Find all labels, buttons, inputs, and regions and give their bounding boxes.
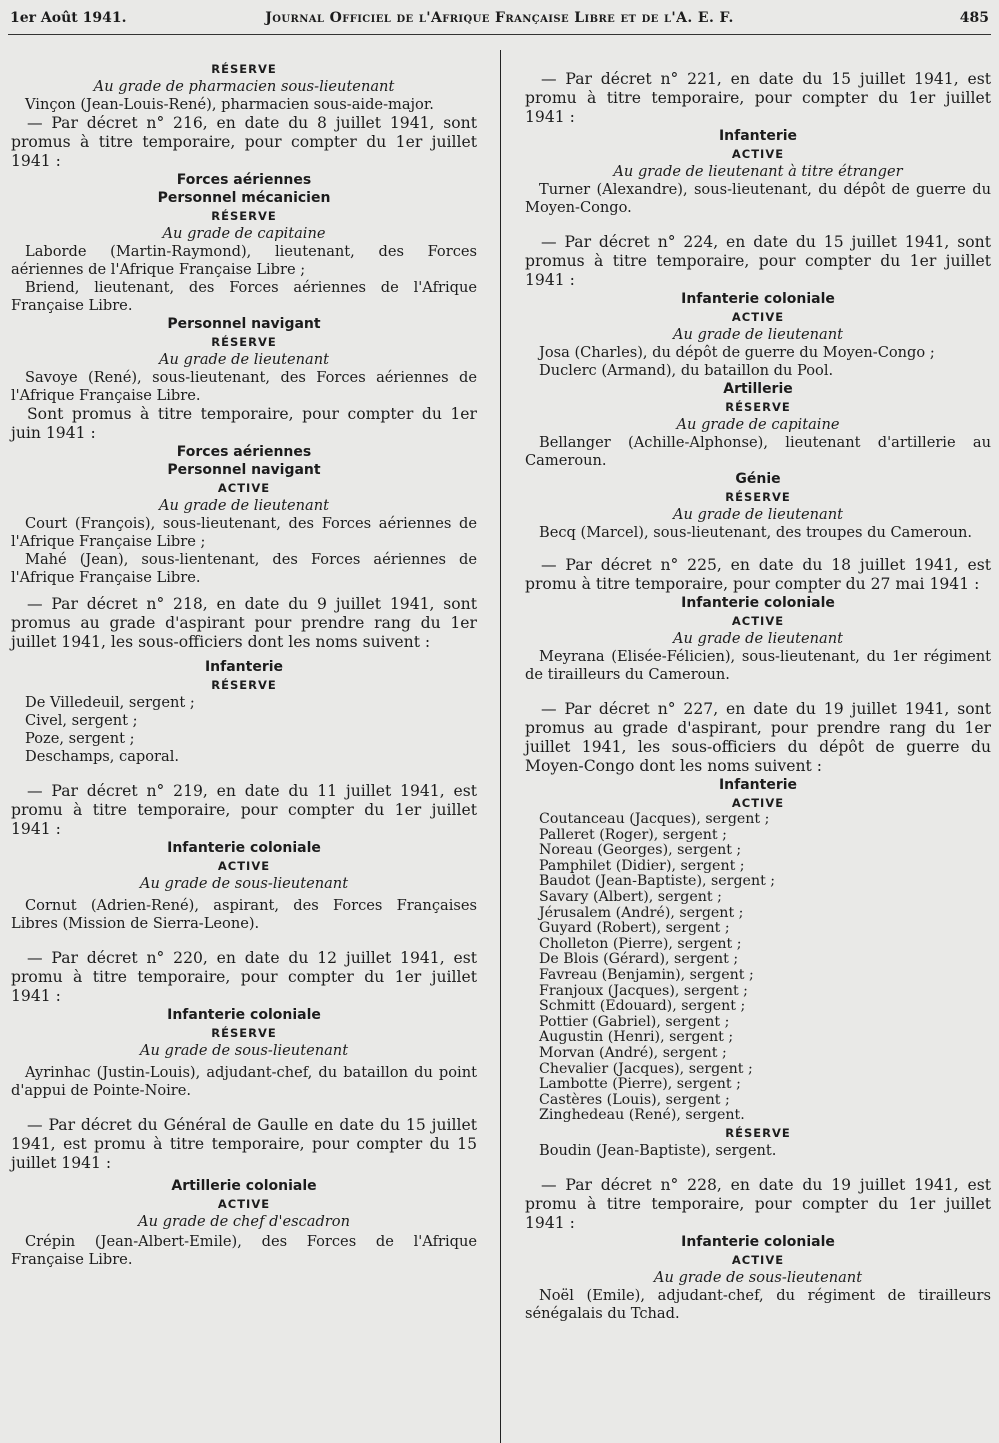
decree-paragraph: — Par décret n° 227, en date du 19 juillet 1941, sont promus au grade d'aspirant, pour prendre rang du 1er juillet 1941, les sous-officiers du dépôt de guerre du Moyen-Congo dont les noms suivent : xyxy=(525,700,991,775)
decree-paragraph: — Par décret n° 216, en date du 8 juillet 1941, sont promus à titre temporaire, pour compter du 1er juillet 1941 : xyxy=(11,114,477,170)
decree-paragraph: — Par décret n° 220, en date du 12 juillet 1941, est promu à titre temporaire, pour compter du 1er juillet 1941 : xyxy=(11,949,477,1005)
list-item: Palleret (Roger), sergent ; xyxy=(539,826,727,843)
arm-heading: Génie xyxy=(735,471,781,487)
grade-heading: Au grade de lieutenant xyxy=(158,351,330,368)
list-item: Cholleton (Pierre), sergent ; xyxy=(539,935,742,952)
list-item: Deschamps, caporal. xyxy=(25,748,180,765)
grade-heading: Au grade de chef d'escadron xyxy=(138,1213,350,1230)
category-heading: ACTIVE xyxy=(217,859,271,873)
promotion-entry: Laborde (Martin-Raymond), lieutenant, des Forces aériennes de l'Afrique Française Libre ; xyxy=(11,243,477,278)
list-item: Savary (Albert), sergent ; xyxy=(539,888,722,905)
category-heading: ACTIVE xyxy=(731,1252,785,1267)
promotion-entry: Becq (Marcel), sous-lieutenant, des troupes du Cameroun. xyxy=(539,524,973,541)
promotion-entry: Ayrinhac (Justin-Louis), adjudant-chef, du bataillon du point d'appui de Pointe-Noire. xyxy=(11,1064,477,1099)
decree-paragraph: — Par décret n° 219, en date du 11 juillet 1941, est promu à titre temporaire, pour compter du 1er juillet 1941 : xyxy=(11,782,477,838)
list-item: Pamphilet (Didier), sergent ; xyxy=(539,857,745,874)
category-heading: RÉSERVE xyxy=(211,1026,277,1040)
list-item: De Blois (Gérard), sergent ; xyxy=(539,951,739,968)
arm-heading: Forces aériennes xyxy=(176,444,312,460)
category-heading: ACTIVE xyxy=(731,147,785,161)
list-item: Augustin (Henri), sergent ; xyxy=(539,1029,734,1046)
arm-heading: Infanterie coloniale xyxy=(681,595,835,611)
category-heading: RÉSERVE xyxy=(211,62,277,76)
arm-heading: Forces aériennes xyxy=(176,172,312,188)
personnel-heading: Personnel mécanicien xyxy=(157,190,331,206)
decree-paragraph: — Par décret n° 225, en date du 18 juillet 1941, est promu à titre temporaire, pour compter du 27 mai 1941 : xyxy=(525,556,991,593)
arm-heading: Infanterie coloniale xyxy=(167,840,321,856)
promotion-entry: Crépin (Jean-Albert-Emile), des Forces de l'Afrique Française Libre. xyxy=(11,1233,477,1268)
list-item: Zinghedeau (René), sergent. xyxy=(539,1107,745,1124)
promotion-entry: Savoye (René), sous-lieutenant, des Forces aériennes de l'Afrique Française Libre. xyxy=(11,369,477,404)
category-heading: RÉSERVE xyxy=(725,1125,791,1140)
arm-heading: Infanterie coloniale xyxy=(167,1007,321,1023)
promotion-entry: Meyrana (Elisée-Félicien), sous-lieutenant, du 1er régiment de tirailleurs du Cameroun. xyxy=(525,648,991,683)
list-item: Schmitt (Edouard), sergent ; xyxy=(539,998,746,1015)
page-header xyxy=(10,10,989,30)
promotion-entry: Duclerc (Armand), du bataillon du Pool. xyxy=(539,362,834,379)
grade-heading: Au grade de lieutenant à titre étranger xyxy=(613,163,903,180)
grade-heading: Au grade de lieutenant xyxy=(672,326,844,343)
arm-heading: Infanterie xyxy=(718,128,798,144)
list-item: Civel, sergent ; xyxy=(25,712,138,729)
list-item: Noreau (Georges), sergent ; xyxy=(539,842,742,859)
arm-heading: Infanterie xyxy=(204,659,284,675)
header-date: 1er Août 1941. xyxy=(10,10,127,26)
grade-heading: Au grade de sous-lieutenant xyxy=(653,1268,863,1286)
list-item: Lambotte (Pierre), sergent ; xyxy=(539,1076,741,1093)
header-title: Journal Officiel de l'Afrique Française Libre et de l'A. E. F. xyxy=(265,10,734,26)
names-list xyxy=(525,812,991,1124)
grade-heading: Au grade de pharmacien sous-lieutenant xyxy=(93,78,395,95)
promotion-entry: Josa (Charles), du dépôt de guerre du Moyen-Congo ; xyxy=(539,344,935,361)
personnel-heading: Personnel navigant xyxy=(167,316,321,332)
column-divider xyxy=(500,50,501,1443)
list-item: Franjoux (Jacques), sergent ; xyxy=(539,982,748,999)
list-item: Guyard (Robert), sergent ; xyxy=(539,920,730,937)
list-item: Chevalier (Jacques), sergent ; xyxy=(539,1060,753,1077)
decree-paragraph: — Par décret n° 224, en date du 15 juillet 1941, sont promus à titre temporaire, pour compter du 1er juillet 1941 : xyxy=(525,233,991,289)
list-item: Morvan (André), sergent ; xyxy=(539,1044,727,1061)
grade-heading: Au grade de lieutenant xyxy=(158,497,330,514)
category-heading: RÉSERVE xyxy=(211,678,277,692)
list-item: Favreau (Benjamin), sergent ; xyxy=(539,966,754,983)
promotion-entry: Vinçon (Jean-Louis-René), pharmacien sous-aide-major. xyxy=(25,96,434,113)
list-item: Coutanceau (Jacques), sergent ; xyxy=(539,811,770,827)
arm-heading: Infanterie coloniale xyxy=(681,291,835,307)
promotion-entry: Court (François), sous-lieutenant, des Forces aériennes de l'Afrique Française Libre ; xyxy=(11,515,477,550)
decree-paragraph: — Par décret n° 218, en date du 9 juillet 1941, sont promus au grade d'aspirant pour prendre rang du 1er juillet 1941, les sous-officiers dont les noms suivent : xyxy=(11,595,477,651)
list-item: Baudot (Jean-Baptiste), sergent ; xyxy=(539,873,776,890)
category-heading: RÉSERVE xyxy=(211,209,277,223)
arm-heading: Infanterie coloniale xyxy=(681,1233,835,1250)
promotion-entry: Briend, lieutenant, des Forces aériennes de l'Afrique Française Libre. xyxy=(11,279,477,314)
grade-heading: Au grade de lieutenant xyxy=(672,506,844,523)
arm-heading: Infanterie xyxy=(718,777,798,793)
category-heading: ACTIVE xyxy=(731,310,785,324)
arm-heading: Artillerie xyxy=(723,381,793,397)
category-heading: ACTIVE xyxy=(731,614,785,628)
names-list xyxy=(11,694,477,766)
category-heading: RÉSERVE xyxy=(211,335,277,349)
left-column xyxy=(11,60,477,1269)
promotion-entry: Turner (Alexandre), sous-lieutenant, du dépôt de guerre du Moyen-Congo. xyxy=(525,181,991,216)
arm-heading: Artillerie coloniale xyxy=(171,1178,317,1194)
decree-paragraph: — Par décret du Général de Gaulle en date du 15 juillet 1941, est promu à titre temporaire, pour compter du 15 juillet 1941 : xyxy=(11,1116,477,1172)
grade-heading: Au grade de lieutenant xyxy=(672,630,844,647)
right-column xyxy=(525,70,991,1323)
header-page-number: 485 xyxy=(959,10,989,26)
list-item: Pottier (Gabriel), sergent ; xyxy=(539,1013,730,1030)
category-heading: ACTIVE xyxy=(731,796,785,810)
grade-heading: Au grade de sous-lieutenant xyxy=(139,875,349,892)
list-item: De Villedeuil, sergent ; xyxy=(25,694,195,711)
list-item: Boudin (Jean-Baptiste), sergent. xyxy=(539,1141,777,1159)
list-item: Castères (Louis), sergent ; xyxy=(539,1091,730,1108)
promotion-entry: Cornut (Adrien-René), aspirant, des Forces Françaises Libres (Mission de Sierra-Leone). xyxy=(11,897,477,932)
category-heading: ACTIVE xyxy=(217,1197,271,1211)
decree-paragraph: Sont promus à titre temporaire, pour compter du 1er juin 1941 : xyxy=(11,405,477,442)
promotion-entry: Mahé (Jean), sous-lientenant, des Forces aériennes de l'Afrique Française Libre. xyxy=(11,551,477,586)
grade-heading: Au grade de sous-lieutenant xyxy=(139,1042,349,1059)
grade-heading: Au grade de capitaine xyxy=(162,225,326,242)
promotion-entry: Bellanger (Achille-Alphonse), lieutenant d'artillerie au Cameroun. xyxy=(525,434,991,469)
decree-paragraph: — Par décret n° 221, en date du 15 juillet 1941, est promu à titre temporaire, pour compter du 1er juillet 1941 : xyxy=(525,70,991,126)
grade-heading: Au grade de capitaine xyxy=(676,416,840,433)
names-list xyxy=(525,1142,991,1160)
category-heading: ACTIVE xyxy=(217,481,271,495)
decree-paragraph: — Par décret n° 228, en date du 19 juillet 1941, est promu à titre temporaire, pour compter du 1er juillet 1941 : xyxy=(525,1175,991,1232)
category-heading: RÉSERVE xyxy=(725,490,791,504)
list-item: Poze, sergent ; xyxy=(25,730,135,747)
category-heading: RÉSERVE xyxy=(725,400,791,414)
personnel-heading: Personnel navigant xyxy=(167,462,321,478)
list-item: Jérusalem (André), sergent ; xyxy=(539,904,744,921)
promotion-entry: Noël (Emile), adjudant-chef, du régiment de tirailleurs sénégalais du Tchad. xyxy=(525,1286,991,1322)
header-rule xyxy=(8,34,991,35)
